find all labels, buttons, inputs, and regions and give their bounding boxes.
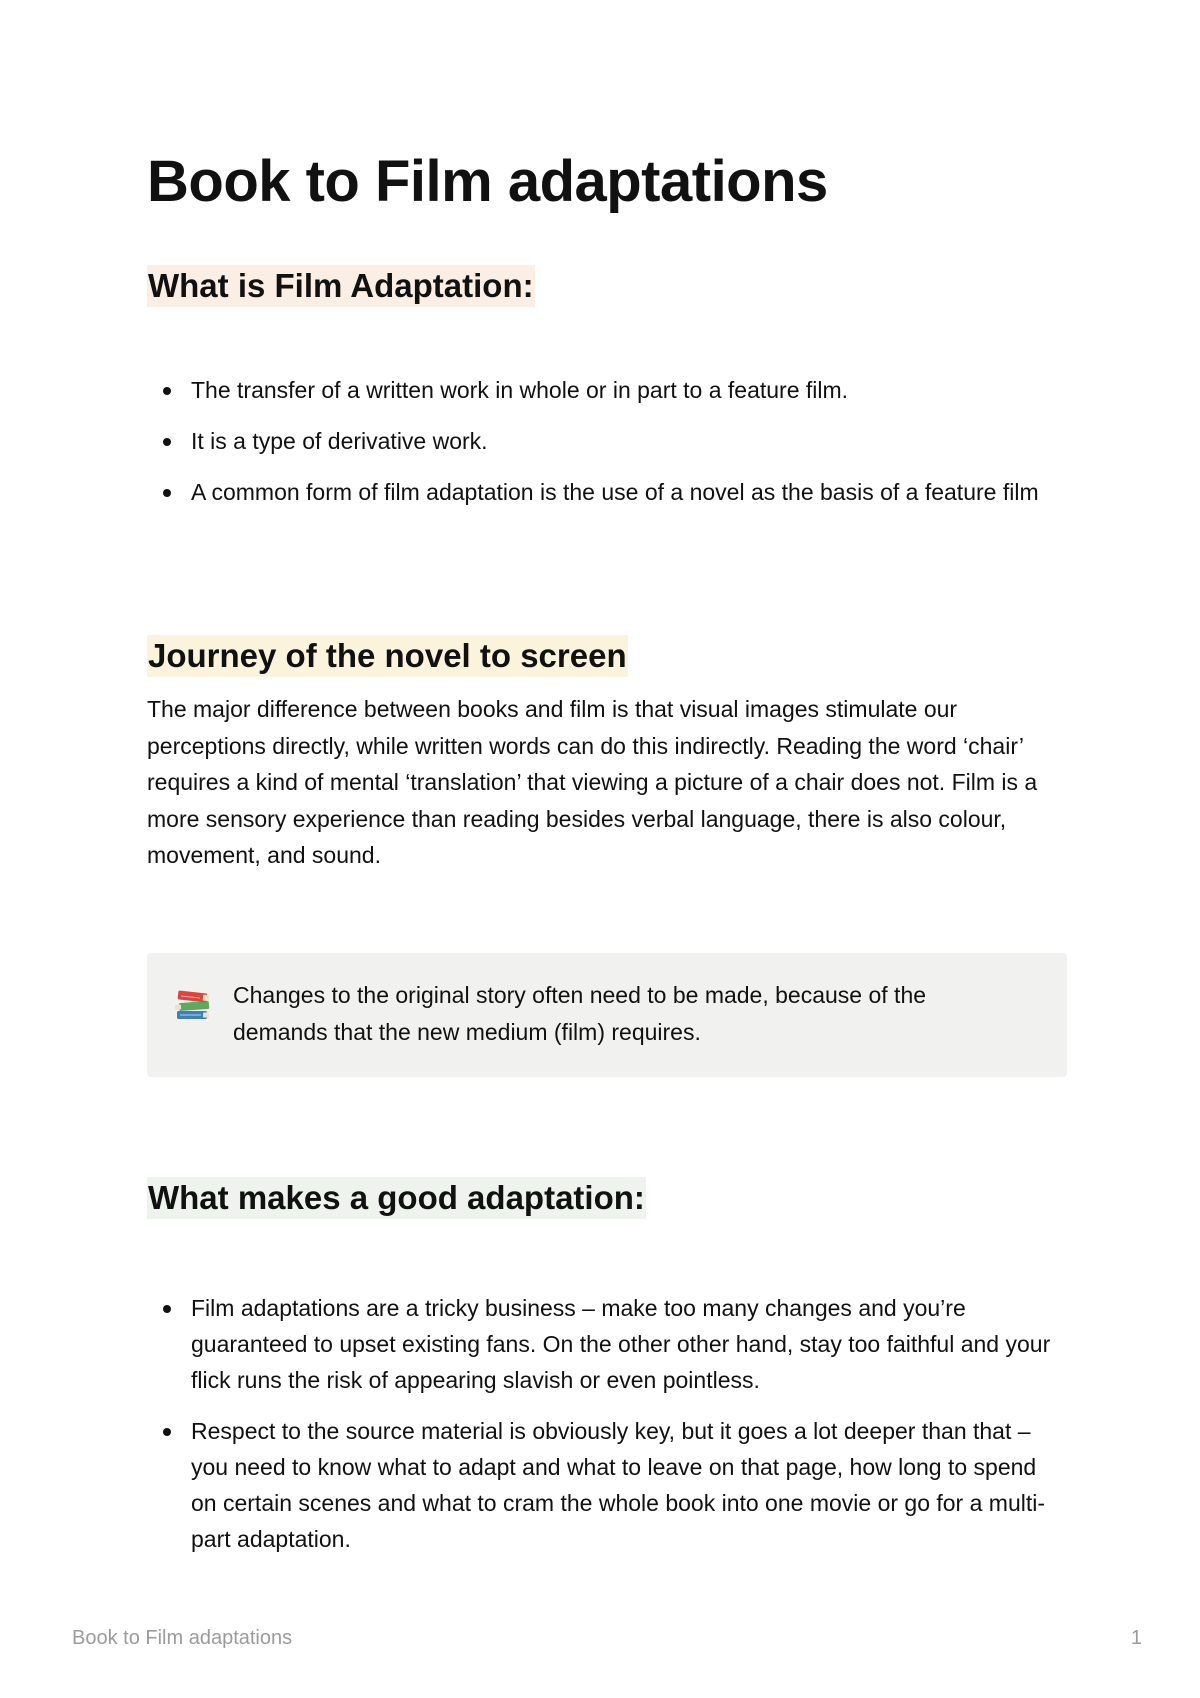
callout-box bbox=[147, 953, 1067, 1077]
list-item-text: The transfer of a written work in whole or in part to a feature film. bbox=[191, 377, 849, 403]
list-item-text: Film adaptations are a tricky business – make too many changes and you’re guaranteed to upset existing fans. On the other other hand, stay too faithful and your flick runs the risk of appearing slavish or even pointless. bbox=[191, 1295, 1051, 1393]
heading-what-is-film-adaptation bbox=[147, 264, 535, 308]
list-item bbox=[147, 474, 1067, 510]
heading-label: What makes a good adaptation: bbox=[147, 1177, 646, 1219]
list-item bbox=[147, 423, 1067, 459]
list-item-text: It is a type of derivative work. bbox=[191, 428, 488, 454]
callout-text: Changes to the original story often need to be made, because of the demands that the new medium (film) requires. bbox=[233, 982, 927, 1045]
heading-label: What is Film Adaptation: bbox=[147, 265, 535, 307]
bullet-dot bbox=[163, 387, 171, 395]
page-title: Book to Film adaptations bbox=[147, 149, 828, 214]
books-icon bbox=[173, 984, 213, 1024]
list-item bbox=[147, 1290, 1067, 1398]
heading-journey bbox=[147, 634, 628, 678]
journey-paragraph: The major difference between books and film is that visual images stimulate our perceptions directly, while written words can do this indirectly. Reading the word ‘chair’ requires a kind of mental ‘translation’ that viewing a picture of a chair does not. Film is a more sensory experience than reading besides verbal language, there is also colour, movement, and sound. bbox=[147, 696, 1038, 868]
list-item bbox=[147, 372, 1067, 408]
heading-good-adaptation bbox=[147, 1176, 646, 1220]
bullet-dot bbox=[163, 489, 171, 497]
list-item bbox=[147, 1413, 1067, 1557]
bullet-dot bbox=[163, 1305, 171, 1313]
heading-label: Journey of the novel to screen bbox=[147, 635, 628, 677]
bullet-list-definition bbox=[147, 372, 1067, 525]
bullet-dot bbox=[163, 1428, 171, 1436]
bullet-list-good-adaptation bbox=[147, 1290, 1067, 1572]
page-number: 1 bbox=[1130, 1627, 1142, 1649]
list-item-text: Respect to the source material is obviously key, but it goes a lot deeper than that – you need to know what to adapt and what to leave on that page, how long to spend on certain scenes and what to cram the whole book into one movie or go for a multi-part adaptation. bbox=[191, 1418, 1046, 1552]
bullet-dot bbox=[163, 438, 171, 446]
list-item-text: A common form of film adaptation is the use of a novel as the basis of a feature film bbox=[191, 479, 1039, 505]
footer-title: Book to Film adaptations bbox=[72, 1627, 293, 1649]
